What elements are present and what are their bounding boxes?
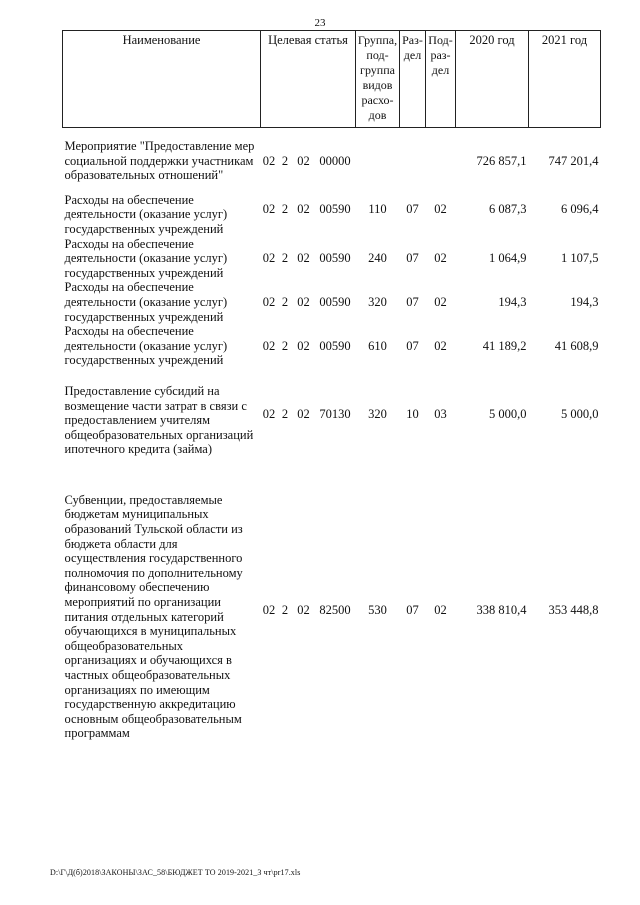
section-code: 07 [406, 251, 419, 266]
amount-2021: 353 448,8 [548, 602, 599, 617]
expense-group: 110 [368, 202, 387, 217]
code-direction: 00590 [319, 338, 351, 353]
code-subprogram: 2 [281, 202, 289, 217]
amount-2021: 6 096,4 [561, 202, 599, 217]
amount-2020: 726 857,1 [476, 153, 527, 168]
section-code: 07 [406, 602, 419, 617]
amount-2020: 194,3 [498, 294, 527, 309]
row-name: Субвенции, предоставляемые бюджетам муниципальных образований Тульской области из бюджета области для осуществления государственного полномочия по дополнительному финансовому обеспечению мероприятий по организации питания отдельных категорий обучающихся в муниципальных общеобразовательных организациях и обучающихся в частных общеобразовательных организациях по имеющим государственную аккредитацию основным общеобразовательным программам [64, 492, 243, 741]
subsection-code: 02 [434, 202, 447, 217]
code-direction: 00590 [319, 251, 351, 266]
table-row [63, 183, 601, 237]
code-program: 02 [262, 294, 276, 309]
code-event: 02 [297, 153, 310, 168]
subsection-code: 02 [434, 251, 447, 266]
amount-2020: 338 810,4 [476, 602, 527, 617]
section-code: 07 [406, 294, 419, 309]
amount-2020: 41 189,2 [482, 338, 527, 353]
code-event: 02 [297, 407, 310, 422]
amount-2020: 5 000,0 [489, 407, 527, 422]
amount-2021: 747 201,4 [548, 153, 599, 168]
amount-2021: 41 608,9 [554, 338, 599, 353]
amount-2020: 6 087,3 [489, 202, 527, 217]
header-year-2021: 2021 год [529, 31, 601, 128]
section-code: 10 [406, 407, 419, 422]
expense-group [356, 128, 400, 183]
amount-2021: 5 000,0 [561, 407, 599, 422]
row-name: Предоставление субсидий на возмещение части затрат в связи с предоставлением учителям общеобразовательных организаций ипотечного кредита (займа) [64, 383, 254, 457]
section-code: 07 [406, 202, 419, 217]
code-program: 02 [262, 602, 276, 617]
code-program: 02 [262, 338, 276, 353]
section-code: 07 [406, 338, 419, 353]
row-name: Расходы на обеспечение деятельности (оказание услуг) государственных учреждений [64, 236, 228, 280]
table-row [63, 368, 601, 457]
code-direction: 00000 [319, 153, 351, 168]
table-header-row [63, 31, 601, 128]
code-event: 02 [297, 602, 310, 617]
subsection-code: 02 [434, 602, 447, 617]
header-name: Наименование [63, 31, 261, 128]
header-subsection: Под-раз-дел [426, 31, 456, 128]
table-row [63, 324, 601, 368]
row-name: Мероприятие "Предоставление мер социальной поддержки участникам образовательных отношений" [64, 139, 255, 183]
table-row [63, 237, 601, 281]
table-row [63, 457, 601, 741]
expense-group: 320 [368, 294, 387, 309]
code-event: 02 [297, 338, 310, 353]
code-subprogram: 2 [281, 602, 289, 617]
code-event: 02 [297, 294, 310, 309]
code-program: 02 [262, 153, 276, 168]
expense-group: 530 [368, 602, 387, 617]
code-program: 02 [262, 251, 276, 266]
amount-2020: 1 064,9 [489, 251, 527, 266]
code-subprogram: 2 [281, 153, 289, 168]
code-direction: 70130 [319, 407, 351, 422]
code-event: 02 [297, 251, 310, 266]
table-row [63, 280, 601, 324]
code-subprogram: 2 [281, 251, 289, 266]
code-direction: 00590 [319, 294, 351, 309]
code-program: 02 [262, 407, 276, 422]
page-number: 23 [314, 17, 326, 29]
subsection-code: 02 [434, 294, 447, 309]
row-name: Расходы на обеспечение деятельности (оказание услуг) государственных учреждений [64, 280, 228, 324]
header-section: Раз-дел [400, 31, 426, 128]
code-direction: 82500 [319, 602, 351, 617]
row-name: Расходы на обеспечение деятельности (оказание услуг) государственных учреждений [64, 324, 228, 368]
file-path-footer: D:\Г\Д(б)2018\ЗАКОНЫ\ЗАС_58\БЮДЖЕТ ТО 2019-2021_3 чт\pr17.xls [50, 868, 301, 877]
code-event: 02 [297, 202, 310, 217]
header-group: Группа, под-группа видов расхо-дов [356, 31, 400, 128]
code-subprogram: 2 [281, 407, 289, 422]
amount-2021: 194,3 [570, 294, 599, 309]
header-target-article: Целевая статья [261, 31, 356, 128]
amount-2021: 1 107,5 [561, 251, 599, 266]
code-program: 02 [262, 202, 276, 217]
budget-table [62, 30, 601, 741]
subsection-code [426, 128, 456, 183]
expense-group: 610 [368, 338, 387, 353]
expense-group: 240 [368, 251, 387, 266]
expense-group: 320 [368, 407, 387, 422]
table-row [63, 128, 601, 183]
code-subprogram: 2 [281, 338, 289, 353]
code-direction: 00590 [319, 202, 351, 217]
row-name: Расходы на обеспечение деятельности (оказание услуг) государственных учреждений [64, 192, 228, 236]
header-year-2020: 2020 год [456, 31, 529, 128]
subsection-code: 03 [434, 407, 447, 422]
code-subprogram: 2 [281, 294, 289, 309]
section-code [400, 128, 426, 183]
subsection-code: 02 [434, 338, 447, 353]
